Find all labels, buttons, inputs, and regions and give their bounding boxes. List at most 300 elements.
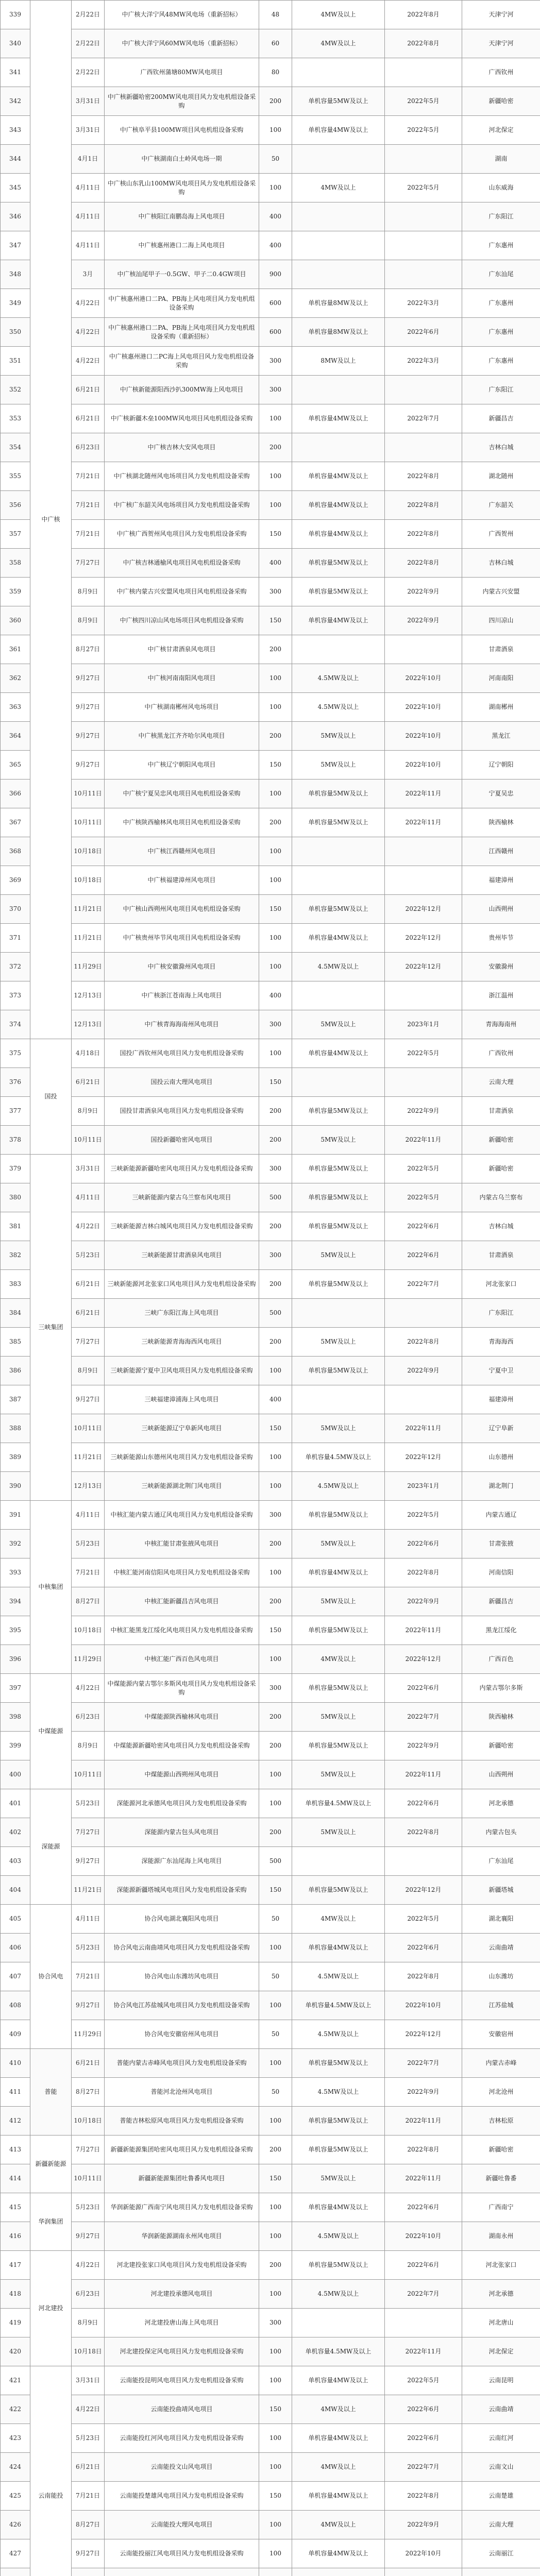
capacity-mw: 100 [259,2337,292,2366]
project-name: 中广核山东乳山100MW风电项目风力发电机组设备采购 [105,174,259,202]
bid-company: 深能源 [30,1789,72,1905]
table-row [1,1530,540,1558]
bid-open-time: 2023年1月 [385,1472,462,1501]
capacity-mw: 400 [259,1385,292,1414]
capacity-mw: 200 [259,722,292,751]
turbine-spec [292,1847,385,1876]
table-row [1,2251,540,2280]
turbine-spec: 4.5MW及以上 [292,2020,385,2049]
row-number: 416 [1,2222,30,2251]
province: 云南红河 [462,2424,540,2453]
table-row [1,1501,540,1530]
project-name: 中广核惠州港口二PA、PB海上风电项目风力发电机组设备采购（重新招标） [105,318,259,347]
announce-date: 2月22日 [72,29,105,58]
capacity-mw: 200 [259,1270,292,1299]
turbine-spec [292,2309,385,2337]
capacity-mw: 60 [259,29,292,58]
announce-date: 4月11日 [72,174,105,202]
bid-open-time: 2022年8月 [385,2136,462,2164]
bid-open-time: 2022年12月 [385,1443,462,1472]
turbine-spec: 单机容量4.5MW及以上 [292,1991,385,2020]
turbine-spec: 4.5MW及以上 [292,2222,385,2251]
bid-open-time: 2022年9月 [385,578,462,606]
capacity-mw: 100 [259,837,292,866]
row-number: 423 [1,2424,30,2453]
announce-date: 10月11日 [72,1760,105,1789]
project-name: 中广核湖南白土岭风电场一期 [105,145,259,174]
province: 云南楚雄 [462,2482,540,2511]
turbine-spec: 单机容量4MW及以上 [292,491,385,520]
project-name: 国投广西钦州风电项目风力发电机组设备采购 [105,1039,259,1068]
table-row [1,2078,540,2107]
turbine-spec: 单机容量4.5MW及以上 [292,1443,385,1472]
bid-open-time: 2022年8月 [385,1328,462,1357]
province: 辽宁阜新 [462,1414,540,1443]
bid-open-time: 2022年11月 [385,2107,462,2136]
turbine-spec: 单机容量4MW及以上 [292,606,385,635]
bid-open-time: 2022年12月 [385,1876,462,1905]
turbine-spec: 单机容量5MW及以上 [292,808,385,837]
province: 云南大理 [462,1068,540,1097]
turbine-spec [292,2568,385,2576]
project-name: 三峡新能源吉林白城风电项目风力发电机组设备采购 [105,1212,259,1241]
project-name: 云南能投丽江风电项目风力发电机组设备采购 [105,2539,259,2568]
province: 新疆哈密 [462,1155,540,1183]
announce-date: 7月27日 [72,1328,105,1357]
project-name: 中核汇能广西百色风电项目 [105,1645,259,1674]
bid-open-time: 2022年11月 [385,1616,462,1645]
table-row [1,145,540,174]
row-number: 365 [1,751,30,779]
turbine-spec [292,376,385,404]
announce-date: 3月31日 [72,87,105,116]
province: 湖北随州 [462,462,540,491]
province: 江苏盐城 [462,1991,540,2020]
turbine-spec: 单机容量4MW及以上 [292,404,385,433]
table-row [1,1703,540,1732]
province: 内蒙古赤峰 [462,2049,540,2078]
province: 内蒙古鄂尔多斯 [462,1674,540,1703]
turbine-spec [292,1385,385,1414]
bid-open-time [385,1299,462,1328]
turbine-spec: 4.5MW及以上 [292,1962,385,1991]
bid-open-time: 2022年5月 [385,116,462,145]
announce-date: 10月11日 [72,808,105,837]
capacity-mw: 50 [259,2020,292,2049]
announce-date: 9月27日 [72,2539,105,2568]
table-row [1,1760,540,1789]
announce-date: 6月23日 [72,1703,105,1732]
row-number: 420 [1,2337,30,2366]
province: 陕西榆林 [462,808,540,837]
turbine-spec: 单机容量5MW及以上 [292,1732,385,1760]
announce-date: 7月21日 [72,1558,105,1587]
table-row [1,2136,540,2164]
row-number: 390 [1,1472,30,1501]
bid-open-time [385,1385,462,1414]
province: 湖北荆门 [462,1472,540,1501]
turbine-spec: 4.5MW及以上 [292,664,385,693]
announce-date: 5月23日 [72,1530,105,1558]
bid-open-time: 2022年6月 [385,1674,462,1703]
turbine-spec: 5MW及以上 [292,1328,385,1357]
bid-open-time: 2022年11月 [385,1126,462,1155]
project-name: 河北建投承德风电项目 [105,2280,259,2309]
bid-table-body [1,1,540,2576]
row-number: 367 [1,808,30,837]
row-number: 400 [1,1760,30,1789]
province: 陕西榆林 [462,1703,540,1732]
table-row [1,635,540,664]
table-row [1,664,540,693]
province: 山东德州 [462,1443,540,1472]
province: 新疆塔城 [462,1876,540,1905]
capacity-mw: 200 [259,1818,292,1847]
row-number: 358 [1,549,30,578]
project-name: 中广核山西朔州风电项目风电机组设备采购 [105,895,259,924]
capacity-mw: 150 [259,2164,292,2193]
capacity-mw: 400 [259,202,292,231]
capacity-mw [259,2568,292,2576]
turbine-spec: 5MW及以上 [292,1530,385,1558]
province: 天津宁河 [462,29,540,58]
province: 安徽滁州 [462,953,540,981]
bid-open-time: 2022年9月 [385,2078,462,2107]
project-name: 中广核青海海南州风电项目 [105,1010,259,1039]
capacity-mw: 100 [259,1934,292,1962]
turbine-spec: 5MW及以上 [292,1241,385,1270]
province: 内蒙古乌兰察布 [462,1183,540,1212]
province: 内蒙古通辽 [462,1501,540,1530]
bid-open-time [385,2568,462,2576]
turbine-spec: 单机容量4MW及以上 [292,116,385,145]
row-number: 404 [1,1876,30,1905]
table-row [1,1357,540,1385]
turbine-spec: 4.5MW及以上 [292,2078,385,2107]
project-name: 深能源新疆塔城风电项目风力发电机组设备采购 [105,1876,259,1905]
row-number: 422 [1,2395,30,2424]
announce-date: 9月27日 [72,1991,105,2020]
row-number: 347 [1,231,30,260]
row-number: 389 [1,1443,30,1472]
capacity-mw: 100 [259,779,292,808]
table-row [1,1558,540,1587]
turbine-spec: 单机容量4.5MW及以上 [292,1789,385,1818]
table-row [1,231,540,260]
row-number: 364 [1,722,30,751]
province: 云南曲靖 [462,2395,540,2424]
announce-date: 11月21日 [72,1443,105,1472]
capacity-mw: 200 [259,1328,292,1357]
announce-date: 10月11日 [72,1414,105,1443]
bid-open-time: 2022年12月 [385,2020,462,2049]
announce-date: 8月9日 [72,578,105,606]
bid-open-time [385,981,462,1010]
project-name: 三峡新能源甘肃酒泉风电项目 [105,1241,259,1270]
capacity-mw: 150 [259,751,292,779]
province: 河北张家口 [462,2251,540,2280]
province: 甘肃张掖 [462,1530,540,1558]
table-row [1,376,540,404]
row-number: 351 [1,347,30,376]
bid-open-time: 2022年7月 [385,1703,462,1732]
bid-open-time: 2022年9月 [385,1357,462,1385]
turbine-spec: 单机容量5MW及以上 [292,1270,385,1299]
project-name: 新疆新能源集团哈密风电项目风力发电机组设备采购 [105,2136,259,2164]
row-number: 392 [1,1530,30,1558]
row-number: 402 [1,1818,30,1847]
table-row [1,2568,540,2576]
turbine-spec [292,866,385,895]
province: 广西百色 [462,1645,540,1674]
province: 内蒙古包头 [462,1818,540,1847]
province: 广东阳江 [462,1299,540,1328]
row-number: 339 [1,1,30,29]
capacity-mw: 200 [259,1703,292,1732]
announce-date: 3月31日 [72,1155,105,1183]
project-name: 中广核广东韶关风电场项目风力发电机组设备采购 [105,491,259,520]
announce-date: 4月11日 [72,1905,105,1934]
announce-date: 10月18日 [72,866,105,895]
table-row [1,779,540,808]
province: 江西赣州 [462,837,540,866]
province: 云南丽江 [462,2539,540,2568]
table-row [1,1414,540,1443]
row-number: 373 [1,981,30,1010]
bid-open-time: 2022年3月 [385,347,462,376]
province: 浙江温州 [462,981,540,1010]
announce-date: 8月27日 [72,635,105,664]
bid-open-time: 2022年5月 [385,1155,462,1183]
announce-date [72,2568,105,2576]
capacity-mw: 150 [259,1876,292,1905]
capacity-mw: 200 [259,87,292,116]
capacity-mw: 100 [259,1357,292,1385]
project-name: 中广核阳江南鹏岛海上风电项目 [105,202,259,231]
row-number: 340 [1,29,30,58]
project-name: 普能河北沧州风电项目 [105,2078,259,2107]
turbine-spec: 4.5MW及以上 [292,1472,385,1501]
bid-open-time [385,635,462,664]
project-name: 云南能投文山风电项目 [105,2453,259,2482]
bid-open-time: 2022年12月 [385,953,462,981]
turbine-spec: 单机容量4MW及以上 [292,2193,385,2222]
capacity-mw: 200 [259,1587,292,1616]
project-name: 深能源内蒙古包头风电项目 [105,1818,259,1847]
project-name: 中广核新能源阳西沙扒300MW海上风电项目 [105,376,259,404]
bid-open-time: 2022年9月 [385,1097,462,1126]
project-name: 中广核陕西榆林风电项目风电机组设备采购 [105,808,259,837]
province: 新疆哈密 [462,87,540,116]
project-name: 中广核吉林通榆风电项目风电机组设备采购 [105,549,259,578]
project-name: 中广核新疆木垒100MW风电项目风电机组设备采购 [105,404,259,433]
province: 青海海西 [462,1328,540,1357]
table-row [1,1097,540,1126]
bid-open-time: 2022年8月 [385,462,462,491]
project-name: 云南能投曲靖风电项目 [105,2395,259,2424]
turbine-spec: 单机容量5MW及以上 [292,549,385,578]
project-name: 三峡新能源湖北荆门风电项目 [105,1472,259,1501]
row-number: 388 [1,1414,30,1443]
row-number: 396 [1,1645,30,1674]
announce-date: 2月22日 [72,58,105,87]
table-row [1,1934,540,1962]
capacity-mw: 100 [259,116,292,145]
capacity-mw: 200 [259,1126,292,1155]
capacity-mw: 100 [259,1472,292,1501]
announce-date: 8月27日 [72,2078,105,2107]
project-name: 广西钦州蒲塘80MW风电项目 [105,58,259,87]
bid-company: 普能 [30,2049,72,2136]
capacity-mw: 300 [259,2309,292,2337]
project-name: 中广核大洋宁风48MW风电场（重新招标） [105,1,259,29]
row-number: 407 [1,1962,30,1991]
project-name: 中广核惠州港口二PC海上风电项目风力发电机组设备采购 [105,347,259,376]
province: 辽宁朝阳 [462,751,540,779]
announce-date: 5月23日 [72,1789,105,1818]
bid-open-time: 2022年9月 [385,2511,462,2539]
project-name: 中煤能源山西朔州风电项目 [105,1760,259,1789]
capacity-mw: 400 [259,231,292,260]
table-row [1,2222,540,2251]
bid-open-time: 2022年11月 [385,2337,462,2366]
capacity-mw: 900 [259,260,292,289]
row-number: 425 [1,2482,30,2511]
turbine-spec: 单机容量5MW及以上 [292,1876,385,1905]
project-name: 中广核惠州港口二PA、PB海上风电项目风力发电机组设备采购 [105,289,259,318]
table-row [1,1962,540,1991]
province: 湖南 [462,145,540,174]
project-name: 中广核江西赣州风电项目 [105,837,259,866]
capacity-mw: 150 [259,895,292,924]
bid-company: 河北建投 [30,2251,72,2366]
table-row [1,462,540,491]
announce-date: 6月21日 [72,1270,105,1299]
bid-open-time: 2022年10月 [385,722,462,751]
capacity-mw: 50 [259,1905,292,1934]
table-row [1,1674,540,1703]
capacity-mw: 400 [259,981,292,1010]
project-name: 中广核黑龙江齐齐哈尔风电项目 [105,722,259,751]
province: 广西南宁 [462,2193,540,2222]
row-number: 408 [1,1991,30,2020]
table-row [1,1328,540,1357]
project-name: 云南能投楚雄风电项目风力发电机组设备采购 [105,2482,259,2511]
project-name: 中煤能源陕西榆林风电项目 [105,1703,259,1732]
bid-open-time: 2022年8月 [385,1962,462,1991]
announce-date: 6月21日 [72,404,105,433]
project-name: 三峡新能源宁夏中卫风电项目风力发电机组设备采购 [105,1357,259,1385]
announce-date: 8月9日 [72,1357,105,1385]
capacity-mw: 100 [259,1645,292,1674]
province: 新疆哈密 [462,1126,540,1155]
province: 河北沧州 [462,2078,540,2107]
province: 甘肃酒泉 [462,1241,540,1270]
table-row [1,1616,540,1645]
turbine-spec: 单机容量4MW及以上 [292,1558,385,1587]
row-number: 378 [1,1126,30,1155]
project-name: 中广核辽宁朝阳风电项目 [105,751,259,779]
project-name: 国投新疆哈密风电项目 [105,1126,259,1155]
turbine-spec: 单机容量5MW及以上 [292,2136,385,2164]
project-name: 三峡新能源内蒙古乌兰察布风电项目 [105,1183,259,1212]
announce-date: 7月21日 [72,520,105,549]
table-row [1,578,540,606]
announce-date: 11月21日 [72,895,105,924]
project-name: 三峡福建漳浦海上风电项目 [105,1385,259,1414]
row-number: 376 [1,1068,30,1097]
capacity-mw: 150 [259,2395,292,2424]
table-row [1,693,540,722]
table-row [1,1155,540,1183]
bid-open-time: 2022年8月 [385,549,462,578]
row-number: 362 [1,664,30,693]
turbine-spec: 单机容量8MW及以上 [292,318,385,347]
table-row [1,2107,540,2136]
province: 广东汕尾 [462,260,540,289]
bid-open-time [385,145,462,174]
announce-date: 7月27日 [72,2136,105,2164]
table-row [1,2049,540,2078]
table-row [1,2280,540,2309]
table-row [1,2482,540,2511]
province: 山东威海 [462,174,540,202]
announce-date: 4月11日 [72,231,105,260]
announce-date: 4月11日 [72,202,105,231]
capacity-mw: 200 [259,635,292,664]
table-row [1,520,540,549]
capacity-mw: 300 [259,1501,292,1530]
bid-company: 新疆新能源 [30,2136,72,2193]
row-number: 427 [1,2539,30,2568]
capacity-mw: 100 [259,1443,292,1472]
turbine-spec: 单机容量4MW及以上 [292,520,385,549]
row-number: 393 [1,1558,30,1587]
project-name: 云南能投昆明风电项目风力发电机组设备采购 [105,2366,259,2395]
announce-date: 10月18日 [72,2107,105,2136]
bid-open-time: 2022年11月 [385,779,462,808]
announce-date: 10月11日 [72,1126,105,1155]
bid-open-time: 2022年6月 [385,1934,462,1962]
turbine-spec: 5MW及以上 [292,1010,385,1039]
province: 广西钦州 [462,1039,540,1068]
announce-date: 12月13日 [72,1472,105,1501]
project-name: 中广核广西贺州风电项目风力发电机组设备采购 [105,520,259,549]
turbine-spec [292,635,385,664]
province: 广东惠州 [462,289,540,318]
announce-date: 6月21日 [72,376,105,404]
row-number: 366 [1,779,30,808]
capacity-mw: 500 [259,1847,292,1876]
turbine-spec: 单机容量5MW及以上 [292,1616,385,1645]
announce-date: 9月27日 [72,751,105,779]
turbine-spec: 单机容量4MW及以上 [292,2366,385,2395]
capacity-mw: 100 [259,2453,292,2482]
table-row [1,29,540,58]
table-row [1,1587,540,1616]
project-name: 中广核湖南郴州风电场项目 [105,693,259,722]
announce-date: 5月23日 [72,2193,105,2222]
row-number: 415 [1,2193,30,2222]
bid-open-time: 2022年8月 [385,2482,462,2511]
bid-open-time: 2022年6月 [385,1212,462,1241]
announce-date: 3月31日 [72,116,105,145]
row-number: 359 [1,578,30,606]
turbine-spec: 4MW及以上 [292,2395,385,2424]
turbine-spec: 4.5MW及以上 [292,2280,385,2309]
project-name: 国投云南大理风电项目 [105,1068,259,1097]
row-number: 391 [1,1501,30,1530]
